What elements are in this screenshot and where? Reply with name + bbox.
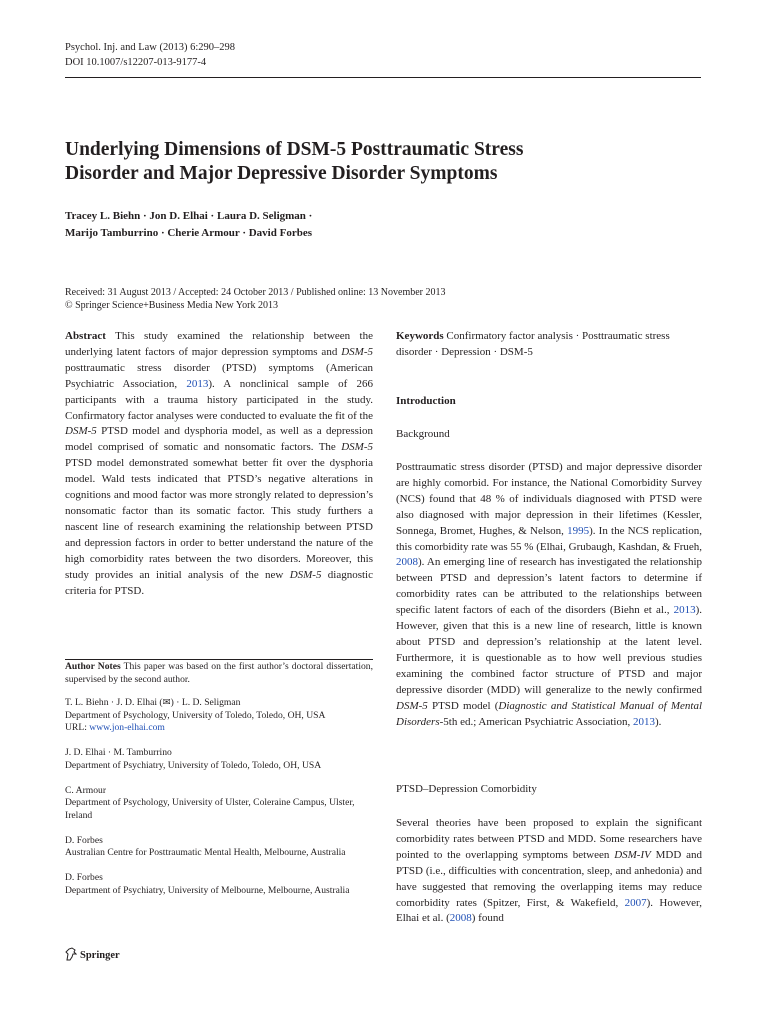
journal-citation: Psychol. Inj. and Law (2013) 6:290–298	[65, 42, 236, 53]
abstract-dsm5: DSM-5	[341, 441, 373, 454]
affiliation-names: J. D. Elhai · M. Tamburrino	[65, 747, 172, 759]
affiliation-dept: Department of Psychology, University of Ulster, Coleraine Campus, Ulster, Ireland	[65, 797, 355, 821]
citation-link[interactable]: 2013	[186, 377, 209, 390]
manual-title: Diagnostic and Statistical Manual of Mental Disorders	[396, 699, 702, 728]
abstract-dsm5: DSM-5	[65, 425, 97, 438]
affiliation-url	[65, 722, 373, 735]
paper-title	[65, 138, 685, 186]
abstract	[65, 329, 373, 599]
header-rule	[65, 77, 701, 78]
keywords-text: Confirmatory factor analysis · Posttraumatic stress disorder · Depression · DSM-5	[396, 330, 670, 358]
url-label: URL:	[65, 722, 90, 734]
affiliation-names: D. Forbes	[65, 834, 103, 846]
abstract-text: This study examined the relationship between the underlying latent factors of major depression symptoms and	[65, 330, 373, 358]
abstract-dsm5: DSM-5	[289, 568, 322, 581]
affiliation-names: C. Armour	[65, 784, 107, 796]
authors-line-1: Tracey L. Biehn · Jon D. Elhai · Laura D. Seligman ·	[65, 210, 313, 222]
notes-rule	[65, 659, 373, 660]
body-text: ). However, given that this is a new line of research, little is known about PTSD and depression’s relationship at the latent level. Furthermore, it is questionable as to how well previous studies examining the combined factor structure of PTSD and major depressive disorder (MDD) will generalize to the newly confirmed	[396, 604, 702, 696]
affiliations	[65, 697, 373, 897]
journal-header	[65, 40, 235, 70]
comorbidity-subheading: PTSD–Depression Comorbidity	[396, 783, 537, 795]
body-text: MDD and PTSD (i.e., difficulties with concentration, sleep, and anhedonia) and have suggested that removing the overlapping items may reduce comorbidity rates (Spitzer, First, & Wakefield,	[396, 848, 702, 909]
affiliation-dept: Australian Centre for Posttraumatic Mental Health, Melbourne, Australia	[65, 847, 346, 859]
affiliation	[65, 872, 373, 897]
abstract-text: posttraumatic stress disorder (PTSD) symptoms (American Psychiatric Association,	[65, 361, 373, 390]
affiliation-names: D. Forbes	[65, 872, 103, 884]
author-notes-label: Author Notes	[65, 661, 121, 672]
affiliation	[65, 747, 373, 772]
abstract-label: Abstract	[65, 330, 106, 342]
affiliation	[65, 697, 373, 735]
url-link[interactable]: www.jon-elhai.com	[89, 722, 165, 734]
body-text: ). In the NCS replication, this comorbidity rate was 55 % (Elhai, Grubaugh, Kashdan, & Frueh,	[396, 524, 702, 553]
background-subheading: Background	[396, 428, 450, 440]
keywords	[396, 329, 702, 361]
publication-dates	[65, 286, 701, 312]
abstract-text: PTSD model and dysphoria model, as well as a depression model comprised of somatic and nonsomatic factors. The	[65, 425, 373, 454]
publisher-name: Springer	[80, 950, 120, 961]
affiliation	[65, 785, 373, 823]
citation-link[interactable]: 2013	[633, 715, 655, 728]
body-dsm5: DSM-5	[396, 699, 428, 712]
publisher-footer	[65, 947, 120, 961]
body-text: ). An emerging line of research has investigated the relationship between PTSD and depression’s latent factors to determine if comorbidity rates can be attributed to the relationships between specific latent factors of each of the disorders (Biehn et al.,	[396, 556, 702, 617]
citation-link[interactable]: 2013	[673, 604, 696, 617]
citation-link[interactable]: 1995	[567, 524, 590, 537]
authors-line-2: Marijo Tamburrino · Cherie Armour · David Forbes	[65, 227, 312, 239]
body-dsm-iv: DSM-IV	[614, 848, 651, 861]
intro-paragraph-2	[396, 816, 702, 927]
received-dates: Received: 31 August 2013 / Accepted: 24 October 2013 / Published online: 13 November 2013	[65, 287, 446, 298]
author-notes	[65, 661, 373, 686]
title-line-2: Disorder and Major Depressive Disorder Symptoms	[65, 163, 498, 184]
doi: DOI 10.1007/s12207-013-9177-4	[65, 57, 207, 68]
abstract-text: ). A nonclinical sample of 266 participants with a trauma history participated in the study. Confirmatory factor analyses were conducted to evaluate the fit of the	[65, 377, 373, 422]
title-line-1: Underlying Dimensions of DSM-5 Posttraumatic Stress	[65, 139, 524, 160]
body-text: ) found	[471, 912, 504, 925]
author-notes-text: This paper was based on the first author’s doctoral dissertation, supervised by the second author.	[65, 661, 373, 685]
keywords-label: Keywords	[396, 330, 444, 342]
citation-link[interactable]: 2008	[449, 912, 472, 925]
affiliation-dept: Department of Psychology, University of Toledo, Toledo, OH, USA	[65, 709, 326, 721]
author-list	[65, 208, 485, 242]
affiliation-names: T. L. Biehn · J. D. Elhai (✉) · L. D. Seligman	[65, 697, 241, 708]
body-text: PTSD model (	[427, 699, 499, 712]
citation-link[interactable]: 2008	[396, 556, 418, 569]
body-text: Posttraumatic stress disorder (PTSD) and major depressive disorder are highly comorbid. For instance, the National Comorbidity Survey (NCS) found that 48 % of individuals diagnosed with PTSD were also diagnosed with major depression in their lifetimes (Kessler, Sonnega, Bromet, Hughes, & Nelson,	[396, 461, 702, 537]
citation-link[interactable]: 2007	[624, 896, 647, 909]
springer-horse-icon	[65, 947, 77, 961]
body-text: -5th ed.; American Psychiatric Association,	[439, 715, 633, 728]
abstract-text: diagnostic criteria for PTSD.	[65, 568, 374, 597]
affiliation	[65, 835, 373, 860]
copyright-line: © Springer Science+Business Media New York 2013	[65, 300, 278, 311]
body-text: Several theories have been proposed to explain the significant comorbidity rates between PTSD and MDD. Some researchers have pointed to the overlapping symptoms between	[396, 817, 702, 861]
abstract-text: PTSD model demonstrated somewhat better fit over the dysphoria model. Wald tests indicated that PTSD’s negative alterations in cognitions and mood factor was more strongly related to depression’s nonsomatic factor than its somatic factor. This study furthers a nascent line of research examining the relationship between PTSD and depression factors in order to better understand the nature of the high comorbidity rates between the two disorders. Moreover, this study provides an initial analysis of the new	[65, 457, 373, 581]
body-text: ).	[655, 715, 662, 728]
affiliation-dept: Department of Psychiatry, University of Toledo, Toledo, OH, USA	[65, 759, 322, 771]
introduction-heading: Introduction	[396, 395, 456, 407]
body-text: ). However, Elhai et al. (	[396, 896, 702, 925]
abstract-dsm5: DSM-5	[341, 345, 373, 358]
affiliation-dept: Department of Psychiatry, University of Melbourne, Melbourne, Australia	[65, 884, 350, 896]
intro-paragraph-1	[396, 460, 702, 730]
